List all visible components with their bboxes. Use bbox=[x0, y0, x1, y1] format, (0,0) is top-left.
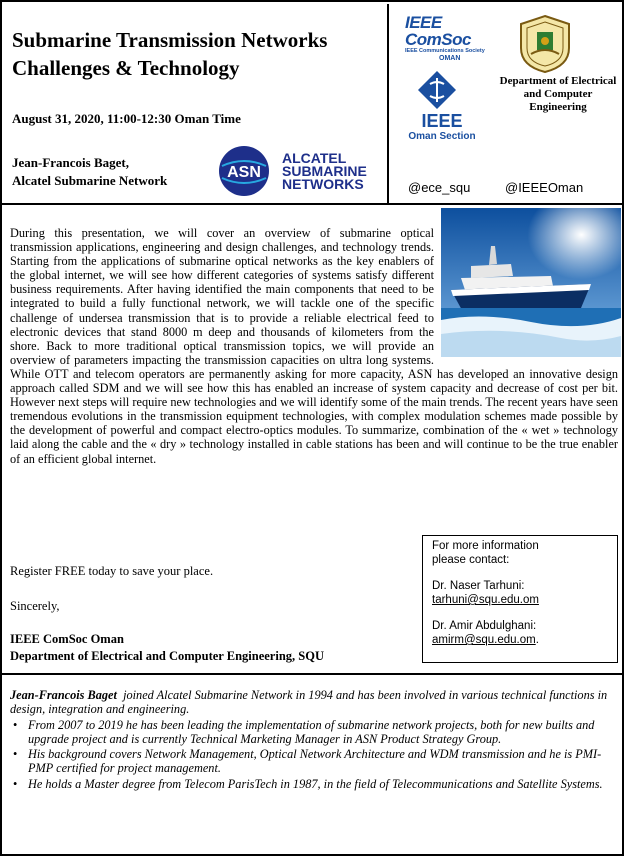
page-title bbox=[12, 26, 382, 82]
contact-email-2[interactable]: amirm@squ.edu.om bbox=[432, 634, 536, 646]
signature-organization: IEEE ComSoc Oman bbox=[10, 632, 124, 646]
speaker-organization: Alcatel Submarine Network bbox=[12, 173, 168, 188]
header-right-panel bbox=[391, 4, 624, 203]
squ-seal-icon bbox=[517, 14, 573, 74]
comsoc-brand: IEEE ComSoc bbox=[405, 13, 471, 49]
bullet-icon: • bbox=[13, 776, 18, 791]
bio-list-item: • He holds a Master degree from Telecom ParisTech in 1987, in the field of Telecommunications and Satellite Systems. bbox=[13, 776, 603, 791]
image-wrap-spacer bbox=[434, 226, 618, 356]
register-note: Register FREE today to save your place. bbox=[10, 564, 214, 578]
title-line-1: Submarine Transmission Networks bbox=[12, 28, 328, 52]
ieee-comsoc-logo bbox=[405, 14, 505, 63]
bullet-icon: • bbox=[13, 747, 18, 762]
header-divider bbox=[2, 203, 624, 205]
asn-logo bbox=[216, 144, 388, 198]
ieee-oman-section: Oman Section bbox=[408, 131, 476, 142]
asn-line-2: SUBMARINE bbox=[282, 163, 367, 179]
abstract-paragraph bbox=[10, 226, 618, 466]
comsoc-region: OMAN bbox=[439, 55, 461, 62]
bio-speaker-name: Jean-Francois Baget bbox=[10, 688, 117, 702]
bio-intro bbox=[10, 688, 618, 716]
asn-line-1: ALCATEL bbox=[282, 150, 347, 166]
bullet-icon: • bbox=[13, 718, 18, 733]
bio-intro-text: joined Alcatel Submarine Network in 1994 and has been involved in various technical functions in design, integration and engineering. bbox=[10, 688, 608, 717]
comsoc-subtitle: IEEE Communications Society bbox=[405, 48, 485, 54]
bio-list-item: • From 2007 to 2019 he has been leading the implementation of submarine network projects, both for new builts and upgrade project and is currently Technical Marketing Manager in ASN Product Strategy Group. bbox=[13, 718, 595, 747]
speaker-info bbox=[12, 154, 167, 190]
contact-email-2-suffix: . bbox=[535, 634, 539, 646]
title-line-2: Challenges & Technology bbox=[12, 56, 240, 80]
asn-wordmark bbox=[282, 152, 367, 191]
speaker-name: Jean-Francois Baget, bbox=[12, 155, 129, 170]
contact-heading-2: please contact: bbox=[432, 554, 510, 566]
contact-person-2: Dr. Amir Abdulghani: bbox=[432, 620, 537, 632]
closing-salutation: Sincerely, bbox=[10, 599, 60, 613]
social-handle-ieee[interactable]: @IEEEOman bbox=[505, 180, 584, 195]
speaker-bio bbox=[10, 688, 618, 792]
event-date: August 31, 2020, 11:00-12:30 Oman Time bbox=[12, 111, 241, 126]
social-handle-ece[interactable]: @ece_squ bbox=[408, 180, 471, 195]
header-left-panel bbox=[4, 4, 389, 203]
asn-line-3: NETWORKS bbox=[282, 176, 364, 192]
contact-person-1: Dr. Naser Tarhuni: bbox=[432, 580, 525, 592]
abstract-text: During this presentation, we will cover an overview of submarine optical transmission applications, engineering and design challenges, and technology trends. Starting from the applications of submarine optical networks as the key enablers of the global internet, we will see how different categories of systems satisfy different business requirements. After having identified the main components that need to be integrated to build a fully functional network, we will tackle one of the specific challenge of undersea transmission that is to provide a reliable electrical feed to electronic devices that stand 8000 m deep and thousands of kilometers from the shore. Back to more traditional optical transmission topics, we will provide an overview of parameters impacting the transmission capacities on ultra long systems. While OTT and telecom operators are permanently asking for more capacity, ASN has developed an innovative design approach called SDM and we will see how this has enabled an increase of system capacity and decrease of cost per bit. However next steps will require new technologies and we will identify some of the main trends. The recent years have seen tremendous evolutions in the transmission equipment technologies, with complex modulation schemes made possible by the development of powerful and compact electro-optics modules. To summarize, combination of the « wet » technology laid along the cable and the « dry » technology installed in cable stations has been and will continue to be the true enabler of an efficient global internet. bbox=[10, 226, 618, 466]
asn-logo-mark-icon bbox=[216, 144, 276, 198]
signature-department: Department of Electrical and Computer Engineering, SQU bbox=[10, 649, 324, 663]
ieee-wordmark: IEEE bbox=[421, 111, 463, 131]
bio-divider bbox=[2, 673, 624, 675]
bio-list bbox=[10, 718, 618, 790]
contact-email-1[interactable]: tarhuni@squ.edu.om bbox=[432, 594, 539, 606]
asn-mark-text: ASN bbox=[227, 164, 261, 181]
bio-list-item: • His background covers Network Management, Optical Network Architecture and WDM transmission and he is PMI-PMP certified for project management. bbox=[13, 747, 602, 776]
contact-box bbox=[422, 535, 618, 663]
contact-heading-1: For more information bbox=[432, 540, 539, 552]
department-name: Department of Electrical and Computer Engineering bbox=[499, 75, 617, 113]
ieee-diamond-icon bbox=[417, 70, 457, 110]
